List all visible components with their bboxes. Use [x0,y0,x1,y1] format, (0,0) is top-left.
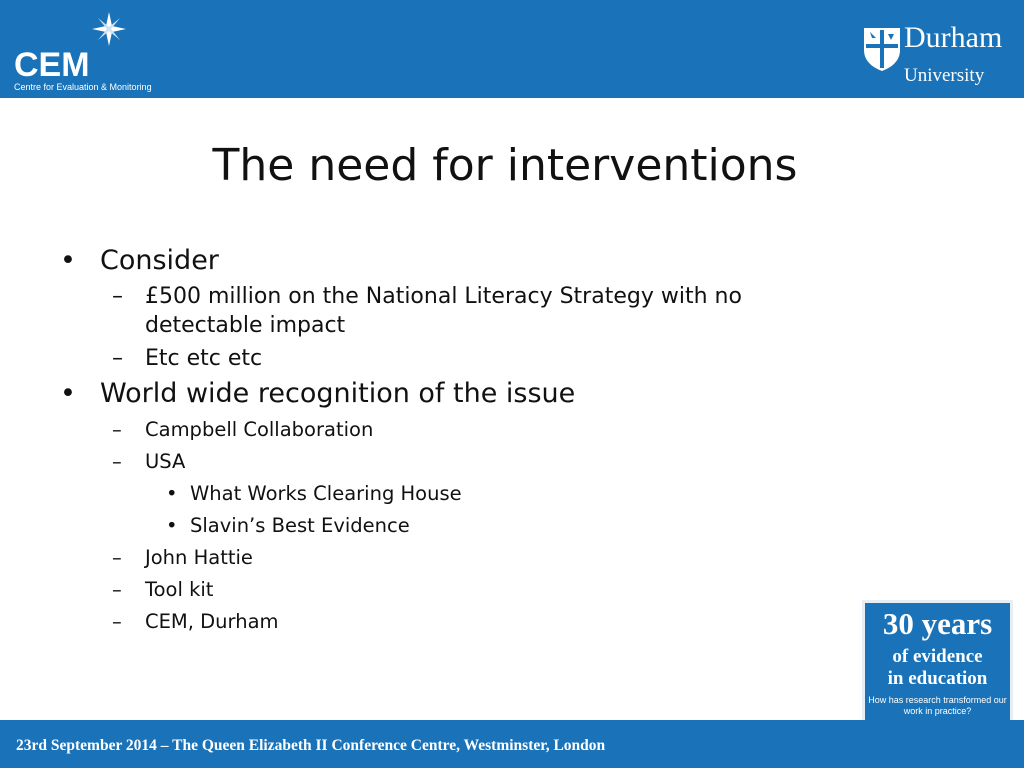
bullet-marker: • [60,245,76,276]
bullet-marker: – [112,284,123,309]
bullet-item [60,244,840,278]
bullet-text: USA [145,450,186,473]
bullet-text: £500 million on the National Literacy Strategy with no detectable impact [145,284,742,338]
durham-wordmark: Durham [904,21,1003,54]
header-bar [0,0,1024,98]
bullet-item [60,480,840,507]
footer-bar [0,720,1024,768]
bullet-marker: – [112,418,122,441]
bullet-text: Etc etc etc [145,346,263,371]
footer-text: 23rd September 2014 – The Queen Elizabeth II Conference Centre, Westminster, London [16,737,606,754]
cem-subtitle: Centre for Evaluation & Monitoring [14,82,152,92]
bullet-text: John Hattie [145,546,253,569]
badge-line-2: in education [887,668,988,689]
badge-line-1: of evidence [892,646,983,667]
bullet-item [60,377,840,411]
durham-university-logo [862,22,1012,94]
bullet-text: CEM, Durham [145,610,279,633]
bullet-item [60,544,840,571]
bullet-item [60,608,840,635]
cem-logo [14,10,174,94]
bullet-text: What Works Clearing House [190,482,462,505]
shield-icon [862,26,902,72]
badge-years: 30 years [882,606,993,641]
bullet-item [60,448,840,475]
slide-title: The need for interventions [212,140,798,191]
bullet-marker: – [112,578,122,601]
bullet-text: World wide recognition of the issue [100,378,576,409]
bullet-item [60,576,840,603]
bullet-item [60,512,840,539]
bullet-marker: • [166,514,178,537]
bullet-text: Slavin’s Best Evidence [190,514,410,537]
bullet-marker: – [112,610,122,633]
bullet-text: Campbell Collaboration [145,418,374,441]
star-icon [92,12,126,46]
bullet-item [60,344,840,373]
bullet-marker: – [112,450,122,473]
bullet-marker: – [112,346,123,371]
bullet-text: Tool kit [145,578,214,601]
bullet-marker: • [60,378,76,409]
university-wordmark: University [904,65,985,86]
badge-question-1: How has research transformed our work in practice? [868,695,1007,716]
bullet-list [60,240,840,635]
bullet-marker: • [166,482,178,505]
bullet-item [60,416,840,443]
bullet-marker: – [112,546,122,569]
bullet-item [60,282,840,340]
cem-wordmark: CEM [14,46,90,84]
bullet-text: Consider [100,245,219,276]
